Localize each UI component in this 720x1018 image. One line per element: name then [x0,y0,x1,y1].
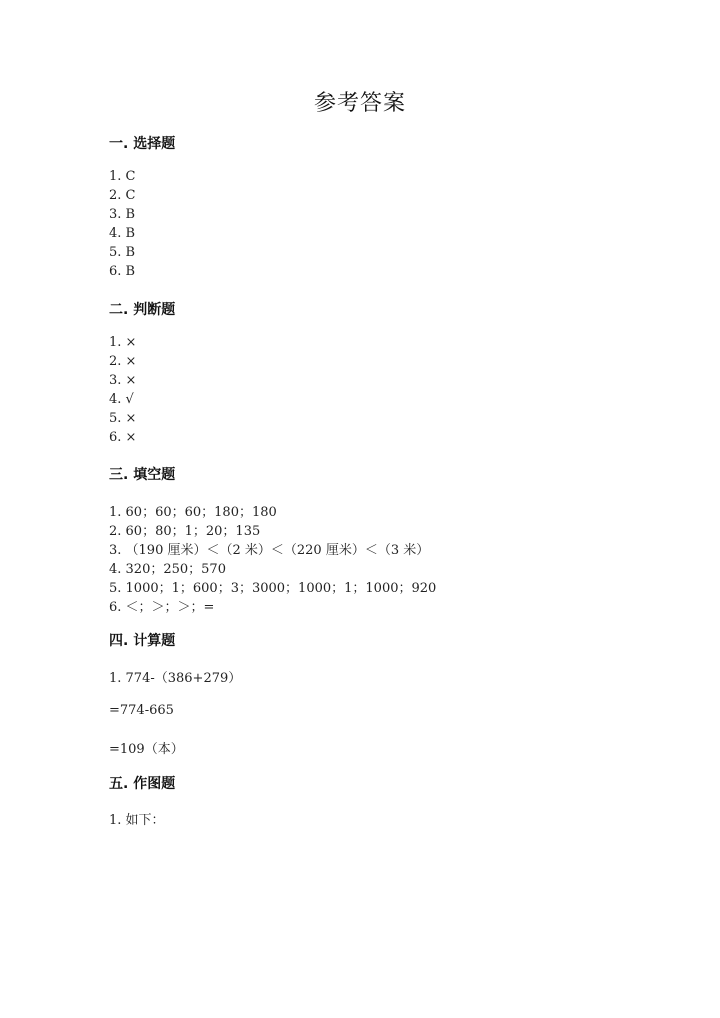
answer-line: 4. √ [109,392,134,407]
answer-line: =774-665 [109,703,174,718]
answer-line: 5. × [109,411,137,426]
section-heading-calculation: 四. 计算题 [109,633,176,649]
answer-line: 2. × [109,354,137,369]
section-heading-drawing: 五. 作图题 [109,776,176,792]
answer-line: 1. C [109,169,136,184]
answer-line: 6. B [109,264,136,279]
section-heading-fill-blank: 三. 填空题 [109,467,176,483]
answer-line: 6. ＜；＞；＞；= [109,600,215,615]
answer-line: 3. × [109,373,137,388]
answer-line: 5. B [109,245,136,260]
answer-line: 1. × [109,335,137,350]
answer-line: 4. 320；250；570 [109,562,226,577]
answer-line: 3. （190 厘米）＜（2 米）＜（220 厘米）＜（3 米） [109,543,430,558]
page-title: 参考答案 [313,91,406,116]
answer-line: 1. 60；60；60；180；180 [109,505,277,520]
answer-line: 4. B [109,226,136,241]
answer-line: 1. 如下： [109,813,165,828]
answer-line: 2. 60；80；1；20；135 [109,524,261,539]
section-heading-judgment: 二. 判断题 [109,302,176,318]
answer-line: 5. 1000；1；600；3；3000；1000；1；1000；920 [109,581,437,596]
section-heading-choice: 一. 选择题 [109,136,176,152]
answer-line: 6. × [109,430,137,445]
answer-line: 2. C [109,188,136,203]
answer-line: 1. 774-（386+279） [109,671,242,686]
answer-line: =109（本） [109,742,184,757]
answer-line: 3. B [109,207,136,222]
